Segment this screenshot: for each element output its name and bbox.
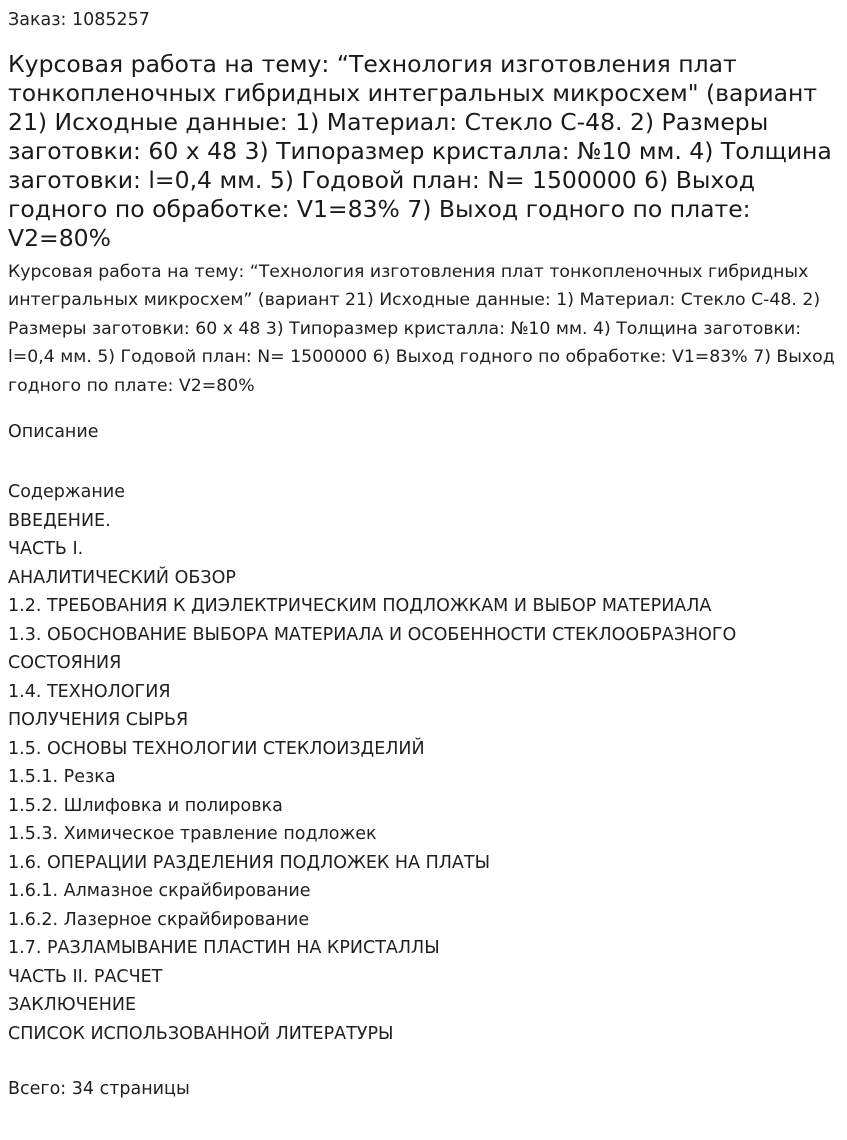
contents-heading: Содержание <box>8 482 125 503</box>
contents-item: 1.6.1. Алмазное скрайбирование <box>8 881 311 902</box>
contents-item: 1.6. ОПЕРАЦИИ РАЗДЕЛЕНИЯ ПОДЛОЖЕК НА ПЛАТЫ <box>8 852 491 873</box>
summary-text: Курсовая работа на тему: “Технология изготовления плат тонкопленочных гибридных интегральных микросхем” (вариант 21) Исходные данные: 1) Материал: Стекло С-48. 2) Размеры заготовки: 60 х 48 3) Типоразмер кристалла: №10 мм. 4) Толщина заготовки: l=0,4 мм. 5) Годовой план: N= 1500000 6) Выход годного по обработке: V1=83% 7) Выход годного по плате: V2=80% <box>8 262 835 396</box>
description-label: Описание <box>8 422 99 443</box>
page-title: Курсовая работа на тему: “Технология изготовления плат тонкопленочных гибридных интегральных микросхем" (вариант 21) Исходные данные: 1) Материал: Стекло С-48. 2) Размеры заготовки: 60 х 48 3) Типоразмер кристалла: №10 мм. 4) Толщина заготовки: l=0,4 мм. 5) Годовой план: N= 1500000 6) Выход годного по обработке: V1=83% 7) Выход годного по плате: V2=80% <box>8 50 832 252</box>
contents-list <box>8 507 839 1049</box>
contents-item: 1.7. РАЗЛАМЫВАНИЕ ПЛАСТИН НА КРИСТАЛЛЫ <box>8 938 440 959</box>
contents-item: 1.5. ОСНОВЫ ТЕХНОЛОГИИ СТЕКЛОИЗДЕЛИЙ <box>8 738 425 759</box>
contents-item: 1.5.1. Резка <box>8 767 116 788</box>
order-number: Заказ: 1085257 <box>8 10 150 30</box>
contents-item: 1.2. ТРЕБОВАНИЯ К ДИЭЛЕКТРИЧЕСКИМ ПОДЛОЖКАМ И ВЫБОР МАТЕРИАЛА <box>8 596 712 617</box>
contents-item: ЧАСТЬ I. <box>8 539 84 560</box>
contents-item: 1.3. ОБОСНОВАНИЕ ВЫБОРА МАТЕРИАЛА И ОСОБЕННОСТИ СТЕКЛООБРАЗНОГО <box>8 624 737 645</box>
contents-item: ЧАСТЬ II. РАСЧЕТ <box>8 966 163 987</box>
contents-item: СПИСОК ИСПОЛЬЗОВАННОЙ ЛИТЕРАТУРЫ <box>8 1023 394 1044</box>
contents-item: СОСТОЯНИЯ <box>8 653 122 674</box>
contents-item: АНАЛИТИЧЕСКИЙ ОБЗОР <box>8 567 236 588</box>
total-pages: Всего: 34 страницы <box>8 1079 190 1100</box>
contents-item: ЗАКЛЮЧЕНИЕ <box>8 995 137 1016</box>
contents-item: 1.5.3. Химическое травление подложек <box>8 824 377 845</box>
contents-item: ВВЕДЕНИЕ. <box>8 510 111 531</box>
contents-item: 1.6.2. Лазерное скрайбирование <box>8 909 310 930</box>
contents-item: 1.5.2. Шлифовка и полировка <box>8 795 283 816</box>
contents-item: 1.4. ТЕХНОЛОГИЯ <box>8 681 171 702</box>
contents-item: ПОЛУЧЕНИЯ СЫРЬЯ <box>8 710 189 731</box>
